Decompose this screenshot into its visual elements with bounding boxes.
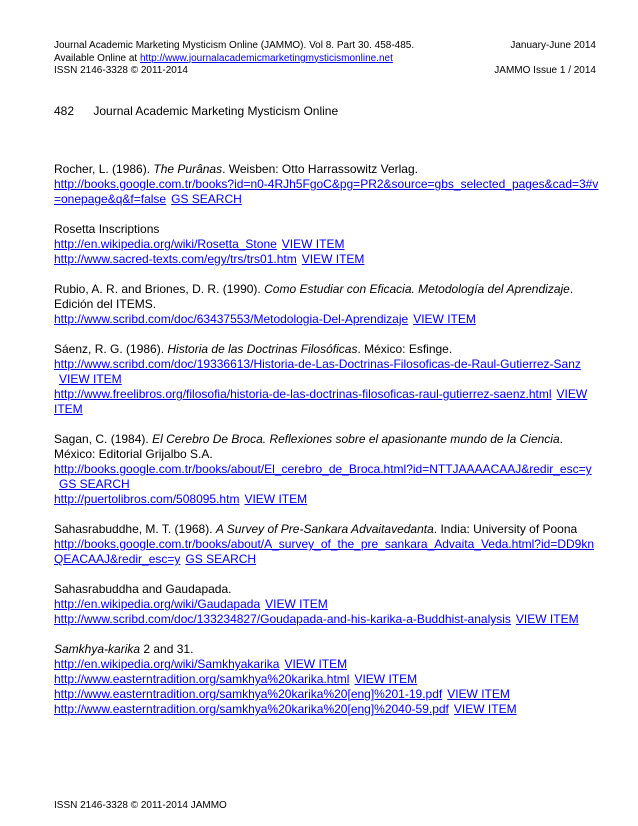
reference-url-link[interactable]: http://www.freelibros.org/filosofia/historia-de-las-doctrinas-filosoficas-raul-gutierrez-saenz.html [54, 387, 552, 401]
journal-citation-line: Journal Academic Marketing Mysticism Online (JAMMO). Vol 8. Part 30. 458-485. [54, 40, 415, 51]
running-title: Journal Academic Marketing Mysticism Online [93, 104, 339, 118]
reference-link-line [54, 672, 599, 687]
reference-entry [54, 222, 599, 267]
journal-website-link[interactable]: http://www.journalacademicmarketingmysticismonline.net [139, 52, 393, 64]
reference-url-link[interactable]: http://books.google.com.tr/books/about/El_cerebro_de_Broca.html?id=NTTJAAAACAAJ&redir_esc=y [54, 462, 592, 476]
reference-entry [54, 342, 599, 417]
page-number: 482 [54, 104, 75, 118]
citation-title: Historia de las Doctrinas Filosóficas [167, 342, 358, 356]
reference-url-link[interactable]: http://puertolibros.com/508095.htm [54, 492, 240, 506]
reference-url-link[interactable]: http://www.sacred-texts.com/egy/trs/trs01.htm [54, 252, 297, 266]
availability-line [54, 53, 393, 66]
citation-text: Sahasrabuddhe, M. T. (1968). [54, 522, 216, 536]
citation-text: . México: Editorial Grijalbo S.A. [54, 432, 563, 461]
reference-link-line [54, 387, 599, 417]
journal-header [54, 40, 596, 78]
reference-entry [54, 522, 599, 567]
reference-link-line [54, 597, 599, 612]
reference-link-line [54, 537, 599, 567]
header-row-2 [54, 53, 596, 66]
citation-text: . Edición del ITEMS. [54, 282, 574, 311]
reference-url-link[interactable]: http://www.scribd.com/doc/19336613/Historia-de-Las-Doctrinas-Filosoficas-de-Raul-Gutierrez-Sanz [54, 357, 581, 371]
citation-text: Rocher, L. (1986). [54, 162, 154, 176]
reference-citation [54, 522, 599, 537]
citation-text: Rubio, A. R. and Briones, D. R. (1990). [54, 282, 265, 296]
reference-url-link[interactable]: http://www.scribd.com/doc/63437553/Metodologia-Del-Aprendizaje [54, 312, 409, 326]
reference-link-line [54, 462, 599, 492]
reference-link-line [54, 237, 599, 252]
availability-prefix: Available Online at [54, 52, 140, 64]
view-item-link[interactable]: VIEW ITEM [281, 237, 345, 251]
header-row-1 [54, 40, 596, 53]
view-item-link[interactable]: VIEW ITEM [265, 597, 328, 611]
reference-citation [54, 642, 599, 657]
view-item-link[interactable]: VIEW ITEM [354, 672, 418, 686]
reference-citation [54, 222, 599, 237]
view-item-link[interactable]: VIEW ITEM [515, 612, 579, 626]
citation-text: . India: University of Poona [433, 522, 578, 536]
reference-url-link[interactable]: http://en.wikipedia.org/wiki/Rosetta_Stone [54, 237, 277, 251]
issue-number: JAMMO Issue 1 / 2014 [494, 65, 596, 76]
reference-url-link[interactable]: http://en.wikipedia.org/wiki/Gaudapada [54, 597, 261, 611]
citation-text: . México: Esfinge. [357, 342, 453, 356]
page-heading [54, 104, 338, 118]
reference-link-line [54, 612, 599, 627]
citation-text: Sahasrabuddha and Gaudapada. [54, 582, 232, 596]
reference-citation [54, 162, 599, 177]
reference-url-link[interactable]: http://books.google.com.tr/books/about/A_survey_of_the_pre_sankara_Advaita_Veda.html?id=DD9knQEACAAJ&redir_esc=y [54, 537, 595, 566]
reference-url-link[interactable]: http://www.easterntradition.org/samkhya%20karika%20[eng]%201-19.pdf [54, 687, 443, 701]
gs-search-link[interactable]: GS SEARCH [171, 192, 242, 206]
citation-text: . Weisben: Otto Harrassowitz Verlag. [222, 162, 418, 176]
reference-list [54, 162, 599, 717]
view-item-link[interactable]: VIEW ITEM [59, 372, 122, 386]
gs-search-link[interactable]: GS SEARCH [59, 477, 130, 491]
reference-url-link[interactable]: http://www.scribd.com/doc/133234827/Goudapada-and-his-karika-a-Buddhist-analysis [54, 612, 511, 626]
reference-citation [54, 582, 599, 597]
reference-url-link[interactable]: http://books.google.com.tr/books?id=n0-4RJh5FgoC&pg=PR2&source=gbs_selected_pages&cad=3#v=onepage&q&f=false [54, 177, 599, 206]
gs-search-link[interactable]: GS SEARCH [185, 552, 257, 566]
view-item-link[interactable]: VIEW ITEM [453, 702, 517, 716]
citation-text: Sáenz, R. G. (1986). [54, 342, 168, 356]
reference-url-link[interactable]: http://en.wikipedia.org/wiki/Samkhyakarika [54, 657, 280, 671]
citation-text: Sagan, C. (1984). [54, 432, 153, 446]
citation-title: Samkhya-karika [54, 642, 141, 656]
reference-citation [54, 432, 599, 462]
citation-title: El Cerebro De Broca. Reflexiones sobre el apasionante mundo de la Ciencia [152, 432, 560, 446]
view-item-link[interactable]: VIEW ITEM [244, 492, 308, 506]
issn-line: ISSN 2146-3328 © 2011-2014 [54, 65, 188, 76]
citation-title: The Purânas [153, 162, 223, 176]
view-item-link[interactable]: VIEW ITEM [447, 687, 510, 701]
reference-link-line [54, 357, 599, 387]
reference-link-line [54, 492, 599, 507]
view-item-link[interactable]: VIEW ITEM [284, 657, 348, 671]
reference-link-line [54, 687, 599, 702]
reference-link-line [54, 177, 599, 207]
reference-entry [54, 162, 599, 207]
citation-title: A Survey of Pre-Sankara Advaitavedanta [215, 522, 434, 536]
reference-entry [54, 582, 599, 627]
page-footer: ISSN 2146-3328 © 2011-2014 JAMMO [54, 800, 227, 811]
reference-link-line [54, 312, 599, 327]
reference-citation [54, 342, 599, 357]
reference-url-link[interactable]: http://www.easterntradition.org/samkhya%20karika%20[eng]%2040-59.pdf [54, 702, 449, 716]
reference-url-link[interactable]: http://www.easterntradition.org/samkhya%20karika.html [54, 672, 350, 686]
reference-entry [54, 642, 599, 717]
reference-citation [54, 282, 599, 312]
reference-entry [54, 282, 599, 327]
issue-date: January-June 2014 [510, 40, 596, 51]
reference-link-line [54, 702, 599, 717]
citation-text: Rosetta Inscriptions [54, 222, 160, 236]
view-item-link[interactable]: VIEW ITEM [301, 252, 365, 266]
reference-entry [54, 432, 599, 507]
view-item-link[interactable]: VIEW ITEM [54, 387, 588, 416]
reference-link-line [54, 657, 599, 672]
reference-link-line [54, 252, 599, 267]
citation-text: 2 and 31. [140, 642, 194, 656]
view-item-link[interactable]: VIEW ITEM [413, 312, 476, 326]
citation-title: Como Estudiar con Eficacia. Metodología del Aprendizaje [264, 282, 570, 296]
header-row-3 [54, 65, 596, 78]
